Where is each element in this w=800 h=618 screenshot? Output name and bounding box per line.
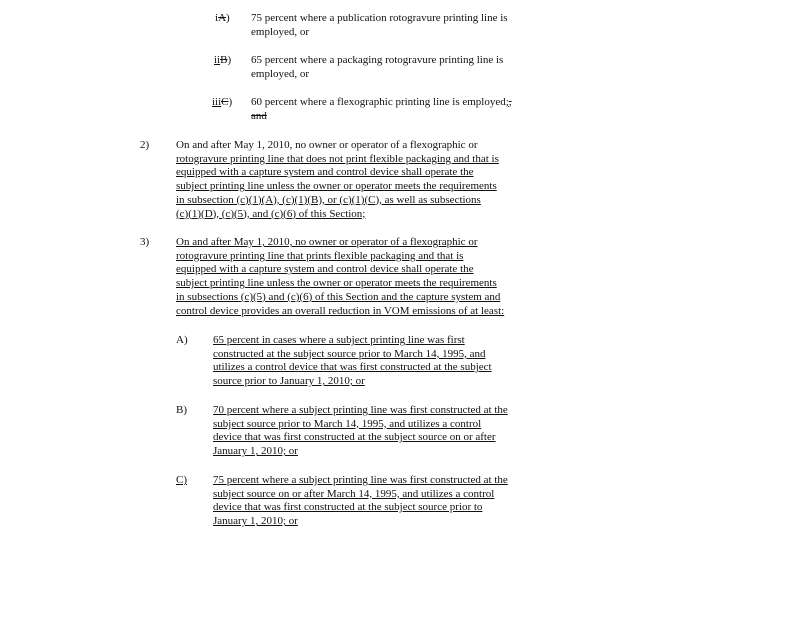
paragraph-text: On and after May 1, 2010, no owner or operator of a flexographic or rotogravure printing line that does not print flexible packaging and that is equipped with a capture system and control device shall operate the subject printing line unless the owner or operator meets the requirements in subsection (c)(1)(A), (c)(1)(B), or (c)(1)(C), as well as subsections (c)(1)(D), (c)(5), and (c)(6) of this Section; <box>176 139 499 220</box>
item-label: B) <box>176 404 187 416</box>
paragraph-text: On and after May 1, 2010, no owner or operator of a flexographic or rotogravure printing line that prints flexible packaging and that is equipped with a capture system and control device shall operate the subject printing line unless the owner or operator meets the requirements in subsections (c)(5) and (c)(6) of this Section and the capture system and control device provides an overall reduction in VOM emissions of at least: <box>176 236 505 317</box>
item-label: iA) <box>215 12 230 24</box>
item-text: 75 percent where a publication rotogravure printing line is employed, or <box>251 12 508 38</box>
item-text: 65 percent where a packaging rotogravure printing line is employed, or <box>251 54 504 80</box>
paragraph-label: 2) <box>140 139 150 151</box>
paragraph-label: 3) <box>140 236 150 248</box>
item-text: 60 percent where a flexographic printing line is employed;, and <box>251 96 512 122</box>
item-label: iiB) <box>214 54 232 66</box>
item-label: C) <box>176 474 187 486</box>
item-label: iiiC) <box>212 96 233 108</box>
item-text: 75 percent where a subject printing line was first constructed at the subject source on or after March 14, 1995, and utilizes a control device that was first constructed at the subject source prior to January 1, 2010; or <box>213 474 508 528</box>
item-text: 70 percent where a subject printing line was first constructed at the subject source prior to March 14, 1995, and utilizes a control device that was first constructed at the subject source on or after January 1, 2010; or <box>213 404 508 458</box>
item-label: A) <box>176 334 188 346</box>
item-text: 65 percent in cases where a subject printing line was first constructed at the subject source prior to March 14, 1995, and utilizes a control device that was first constructed at the subject source prior to January 1, 2010; or <box>213 334 492 388</box>
